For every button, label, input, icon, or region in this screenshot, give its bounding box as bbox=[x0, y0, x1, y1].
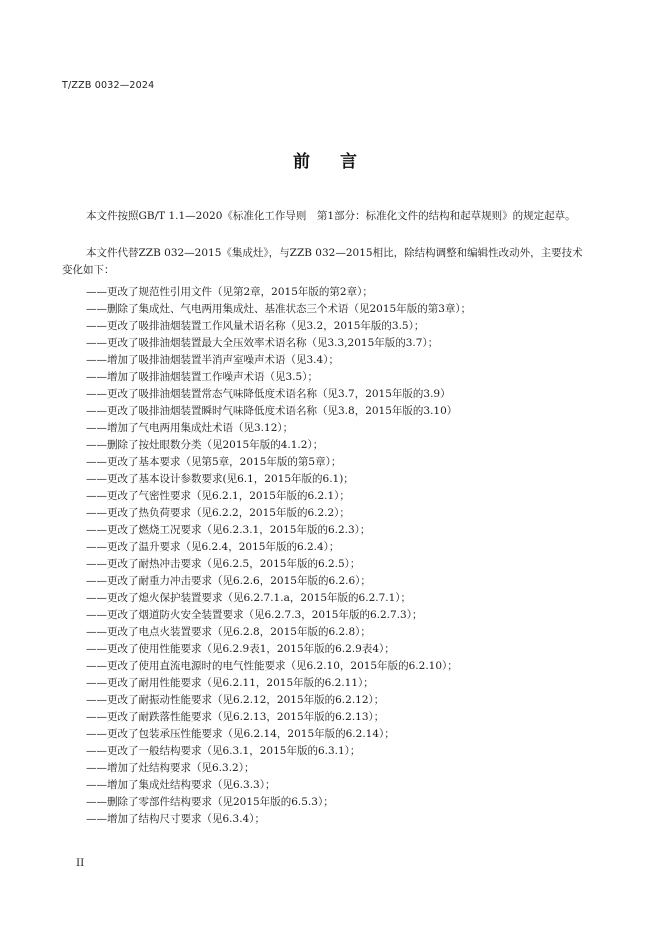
list-item: ——更改了包装承压性能要求（见6.2.14，2015年版的6.2.14）； bbox=[86, 728, 395, 740]
list-item: ——更改了吸排油烟装置最大全压效率术语名称（见3.3,2015年版的3.7）； bbox=[86, 337, 439, 349]
replacement-paragraph: 本文件代替ZZB 032—2015《集成灶》，与ZZB 032—2015相比，除结构调整和编辑性改动外，主要技术变化如下： bbox=[62, 247, 583, 276]
list-item: ——更改了温升要求（见6.2.4，2015年版的6.2.4）； bbox=[86, 541, 340, 553]
list-item: ——更改了耐跌落性能要求（见6.2.13，2015年版的6.2.13）； bbox=[86, 711, 385, 723]
technical-changes-list bbox=[86, 284, 606, 828]
list-item: ——更改了熄火保护装置要求（见6.2.7.1.a，2015年版的6.2.7.1）； bbox=[86, 592, 412, 604]
list-item: ——更改了吸排油烟装置工作风量术语名称（见3.2，2015年版的3.5）； bbox=[86, 320, 425, 332]
list-item: ——更改了燃烧工况要求（见6.2.3.1，2015年版的6.2.3）； bbox=[86, 524, 371, 536]
list-item: ——增加了集成灶结构要求（见6.3.3）； bbox=[86, 779, 276, 791]
document-code: T/ZZB 0032—2024 bbox=[62, 80, 155, 91]
list-item: ——删除了零部件结构要求（见2015年版的6.5.3）； bbox=[86, 796, 334, 808]
list-item: ——增加了吸排油烟装置工作噪声术语（见3.5）； bbox=[86, 371, 318, 383]
page-title: 前 言 bbox=[293, 152, 369, 172]
list-item: ——增加了吸排油烟装置半消声室噪声术语（见3.4）； bbox=[86, 354, 339, 366]
list-item: ——更改了耐用性能要求（见6.2.11，2015年版的6.2.11）； bbox=[86, 677, 374, 689]
list-item: ——增加了气电两用集成灶术语（见3.12）； bbox=[86, 422, 294, 434]
page-number: II bbox=[76, 857, 85, 869]
list-item: ——更改了耐重力冲击要求（见6.2.6，2015年版的6.2.6）； bbox=[86, 575, 371, 587]
list-item: ——更改了烟道防火安全装置要求（见6.2.7.3，2015年版的6.2.7.3）； bbox=[86, 609, 423, 621]
list-item: ——更改了基本要求（见第5章，2015年版的第5章）； bbox=[86, 456, 342, 468]
list-item: ——更改了耐热冲击要求（见6.2.5，2015年版的6.2.5）； bbox=[86, 558, 361, 570]
list-item: ——更改了热负荷要求（见6.2.2，2015年版的6.2.2）； bbox=[86, 507, 350, 519]
list-item: ——增加了结构尺寸要求（见6.3.4）； bbox=[86, 813, 265, 825]
list-item: ——更改了电点火装置要求（见6.2.8，2015年版的6.2.8）； bbox=[86, 626, 371, 638]
list-item: ——更改了吸排油烟装置瞬时气味降低度术语名称（见3.8，2015年版的3.10） bbox=[86, 405, 458, 417]
list-item: ——更改了基本设计参数要求(见6.1，2015年版的6.1)； bbox=[86, 473, 354, 485]
list-item: ——增加了灶结构要求（见6.3.2）； bbox=[86, 762, 255, 774]
list-item: ——删除了集成灶、气电两用集成灶、基准状态三个术语（见2015年版的第3章）； bbox=[86, 303, 472, 315]
list-item: ——更改了耐振动性能要求（见6.2.12，2015年版的6.2.12）； bbox=[86, 694, 385, 706]
list-item: ——更改了使用直流电源时的电气性能要求（见6.2.10，2015年版的6.2.10）； bbox=[86, 660, 458, 672]
list-item: ——更改了一般结构要求（见6.3.1，2015年版的6.3.1）； bbox=[86, 745, 361, 757]
list-item: ——更改了吸排油烟装置常态气味降低度术语名称（见3.7，2015年版的3.9） bbox=[86, 388, 451, 400]
list-item: ——更改了规范性引用文件（见第2章，2015年版的第2章）； bbox=[86, 286, 373, 298]
list-item: ——删除了按灶眼数分类（见2015年版的4.1.2）； bbox=[86, 439, 324, 451]
intro-paragraph: 本文件按照GB/T 1.1—2020《标准化工作导则 第1部分：标准化文件的结构和起草规则》的规定起草。 bbox=[86, 210, 576, 222]
list-item: ——更改了气密性要求（见6.2.1，2015年版的6.2.1）； bbox=[86, 490, 350, 502]
list-item: ——更改了使用性能要求（见6.2.9表1，2015年版的6.2.9表4）； bbox=[86, 643, 395, 655]
